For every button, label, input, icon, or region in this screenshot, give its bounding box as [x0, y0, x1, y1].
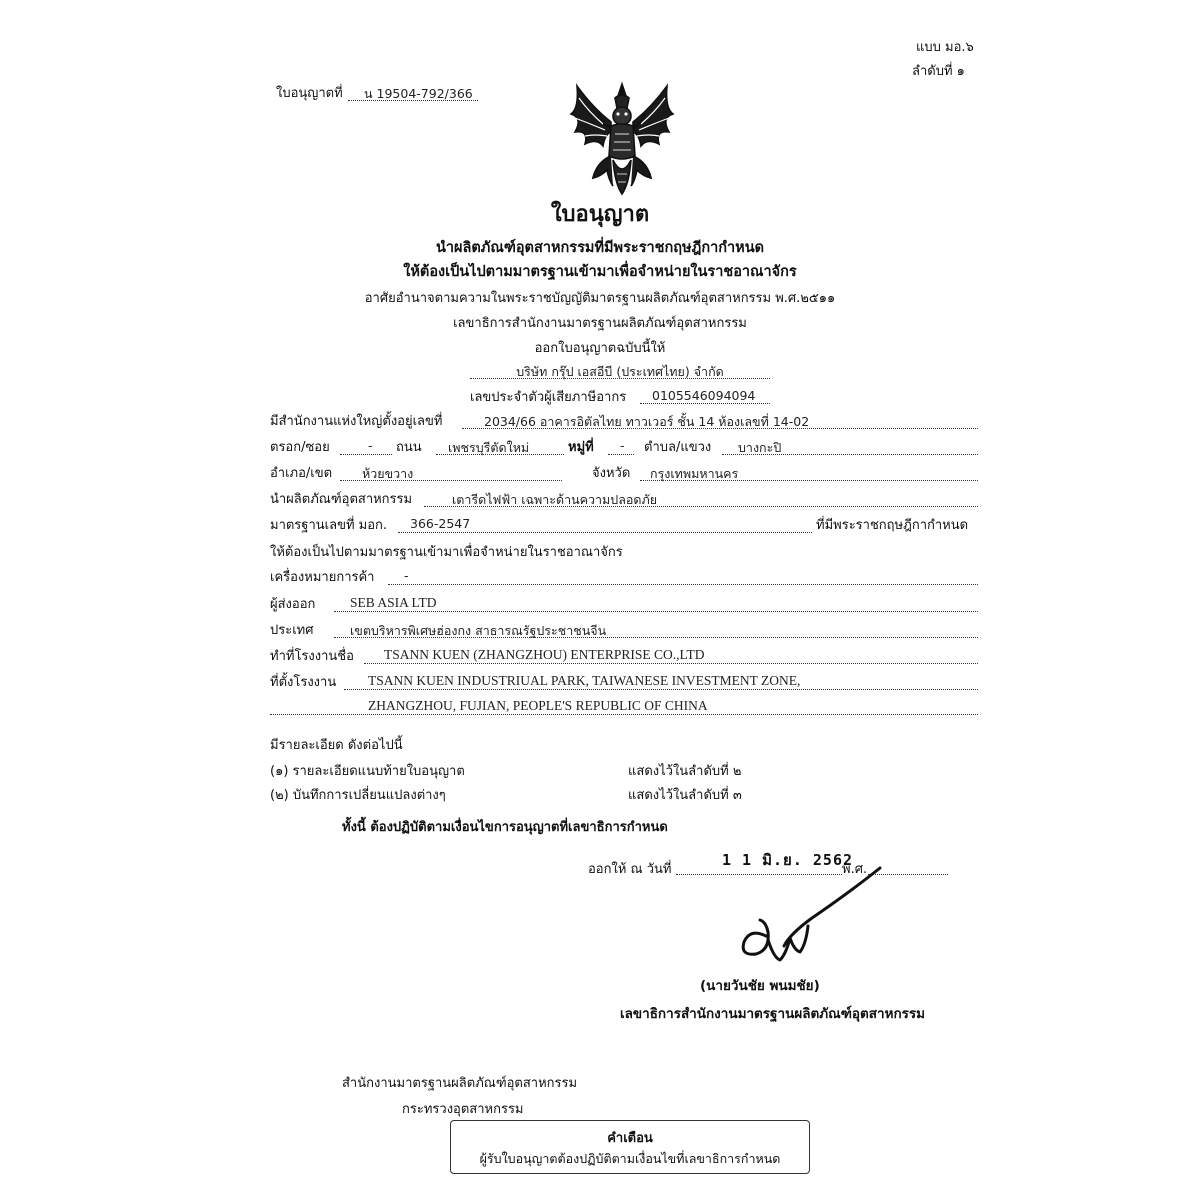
license-number-value: น 19504-792/366: [364, 86, 473, 101]
factory-name-underline: [364, 663, 978, 664]
trademark-label: เครื่องหมายการค้า: [270, 570, 375, 585]
trademark-underline: [388, 584, 978, 585]
conform-line: ให้ต้องเป็นไปตามมาตรฐานเข้ามาเพื่อจำหน่ายในราชอาณาจักร: [270, 545, 623, 560]
moo-value: -: [620, 438, 625, 453]
license-number-underline: [348, 100, 478, 101]
district-label: อำเภอ/เขต: [270, 466, 333, 481]
form-type: แบบ มอ.๖: [916, 40, 974, 55]
details-item-2-ref: แสดงไว้ในลำดับที่ ๓: [628, 788, 742, 803]
licensee-company-underline: [470, 378, 770, 379]
subdistrict-label: ตำบล/แขวง: [644, 440, 712, 455]
exporter-value: SEB ASIA LTD: [350, 595, 437, 610]
district-value: ห้วยขวาง: [362, 466, 414, 481]
issue-date-label: ออกให้ ณ วันที่: [588, 862, 672, 877]
product-underline: [424, 506, 978, 507]
sequence-number: ลำดับที่ ๑: [912, 64, 965, 79]
standard-label: มาตรฐานเลขที่ มอก.: [270, 518, 388, 533]
country-underline: [334, 637, 978, 638]
factory-location-line-1: TSANN KUEN INDUSTRIUAL PARK, TAIWANESE INVESTMENT ZONE,: [368, 673, 801, 688]
soi-label: ตรอก/ซอย: [270, 440, 330, 455]
tax-id-label: เลขประจำตัวผู้เสียภาษีอากร: [470, 390, 627, 405]
details-item-1-ref: แสดงไว้ในลำดับที่ ๒: [628, 764, 742, 779]
hq-address-label: มีสำนักงานแห่งใหญ่ตั้งอยู่เลขที่: [270, 414, 443, 429]
standard-value: 366-2547: [410, 516, 471, 531]
product-value: เตารีดไฟฟ้า เฉพาะด้านความปลอดภัย: [452, 492, 658, 507]
country-value: เขตบริหารพิเศษฮ่องกง สาธารณรัฐประชาชนจีน: [350, 623, 607, 638]
warning-text: ผู้รับใบอนุญาตต้องปฏิบัติตามเงื่อนไขที่เลขาธิการกำหนด: [479, 1151, 781, 1166]
factory-location-label: ที่ตั้งโรงงาน: [270, 675, 337, 690]
license-number-label: ใบอนุญาตที่: [276, 86, 343, 101]
heading-line-2: ให้ต้องเป็นไปตามมาตรฐานเข้ามาเพื่อจำหน่ายในราชอาณาจักร: [403, 264, 797, 280]
details-intro: มีรายละเอียด ดังต่อไปนี้: [270, 738, 403, 753]
country-label: ประเทศ: [270, 623, 314, 638]
factory-location-line-2: ZHANGZHOU, FUJIAN, PEOPLE'S REPUBLIC OF CHINA: [368, 698, 708, 713]
heading-line-4: เลขาธิการสำนักงานมาตรฐานผลิตภัณฑ์อุตสาหกรรม: [453, 316, 747, 331]
signatory-title: เลขาธิการสำนักงานมาตรฐานผลิตภัณฑ์อุตสาหกรรม: [620, 1006, 926, 1022]
trademark-value: -: [404, 568, 409, 583]
garuda-emblem-icon: [563, 78, 681, 198]
standard-suffix: ที่มีพระราชกฤษฎีกากำหนด: [816, 518, 969, 533]
document-title: ใบอนุญาต: [550, 202, 650, 227]
office-line-1: สำนักงานมาตรฐานผลิตภัณฑ์อุตสาหกรรม: [342, 1076, 578, 1091]
signature-icon: [720, 862, 900, 972]
factory-name-label: ทำที่โรงงานชื่อ: [270, 649, 354, 664]
licensee-company: บริษัท กรุ๊ป เอสอีบี (ประเทศไทย) จำกัด: [516, 364, 724, 379]
moo-label: หมู่ที่: [568, 440, 594, 455]
exporter-label: ผู้ส่งออก: [270, 597, 316, 612]
heading-line-3: อาศัยอำนาจตามความในพระราชบัญญัติมาตรฐานผลิตภัณฑ์อุตสาหกรรม พ.ศ.๒๕๑๑: [364, 291, 836, 306]
factory-name-value: TSANN KUEN (ZHANGZHOU) ENTERPRISE CO.,LTD: [384, 647, 705, 662]
district-underline: [340, 480, 562, 481]
heading-line-5: ออกใบอนุญาตฉบับนี้ให้: [534, 341, 666, 356]
signatory-name: (นายวันชัย พนมชัย): [700, 978, 820, 994]
tax-id-underline: [640, 403, 770, 404]
province-value: กรุงเทพมหานคร: [650, 466, 739, 481]
province-underline: [640, 480, 978, 481]
condition-statement: ทั้งนี้ ต้องปฏิบัติตามเงื่อนไขการอนุญาตที่เลขาธิการกำหนด: [342, 820, 668, 835]
hq-address-value: 2034/66 อาคารอิตัลไทย ทาวเวอร์ ชั้น 14 ห้องเลขที่ 14-02: [484, 414, 810, 429]
standard-underline: [398, 532, 812, 533]
heading-line-1: นำผลิตภัณฑ์อุตสาหกรรมที่มีพระราชกฤษฎีกากำหนด: [435, 240, 765, 256]
hq-address-underline: [462, 428, 978, 429]
province-label: จังหวัด: [592, 466, 631, 481]
subdistrict-underline: [722, 454, 978, 455]
road-label: ถนน: [396, 440, 422, 455]
road-underline: [436, 454, 564, 455]
office-line-2: กระทรวงอุตสาหกรรม: [402, 1102, 524, 1117]
details-item-2: (๒) บันทึกการเปลี่ยนแปลงต่างๆ: [270, 788, 446, 803]
subdistrict-value: บางกะปิ: [738, 440, 782, 455]
soi-underline: [340, 454, 392, 455]
warning-box: [450, 1120, 810, 1174]
warning-title: คำเตือน: [607, 1131, 653, 1146]
road-value: เพชรบุรีตัดใหม่: [448, 440, 530, 455]
issue-date-value: 1 1 มิ.ย. 2562: [722, 851, 854, 869]
tax-id-value: 0105546094094: [652, 388, 756, 403]
factory-location-underline-1: [344, 689, 978, 690]
soi-value: -: [368, 438, 373, 453]
factory-location-underline-2: [270, 714, 978, 715]
details-item-1: (๑) รายละเอียดแนบท้ายใบอนุญาต: [270, 764, 465, 779]
exporter-underline: [334, 611, 978, 612]
product-label: นำผลิตภัณฑ์อุตสาหกรรม: [270, 492, 413, 507]
issue-era: พ.ศ.: [842, 862, 868, 877]
moo-underline: [608, 454, 634, 455]
